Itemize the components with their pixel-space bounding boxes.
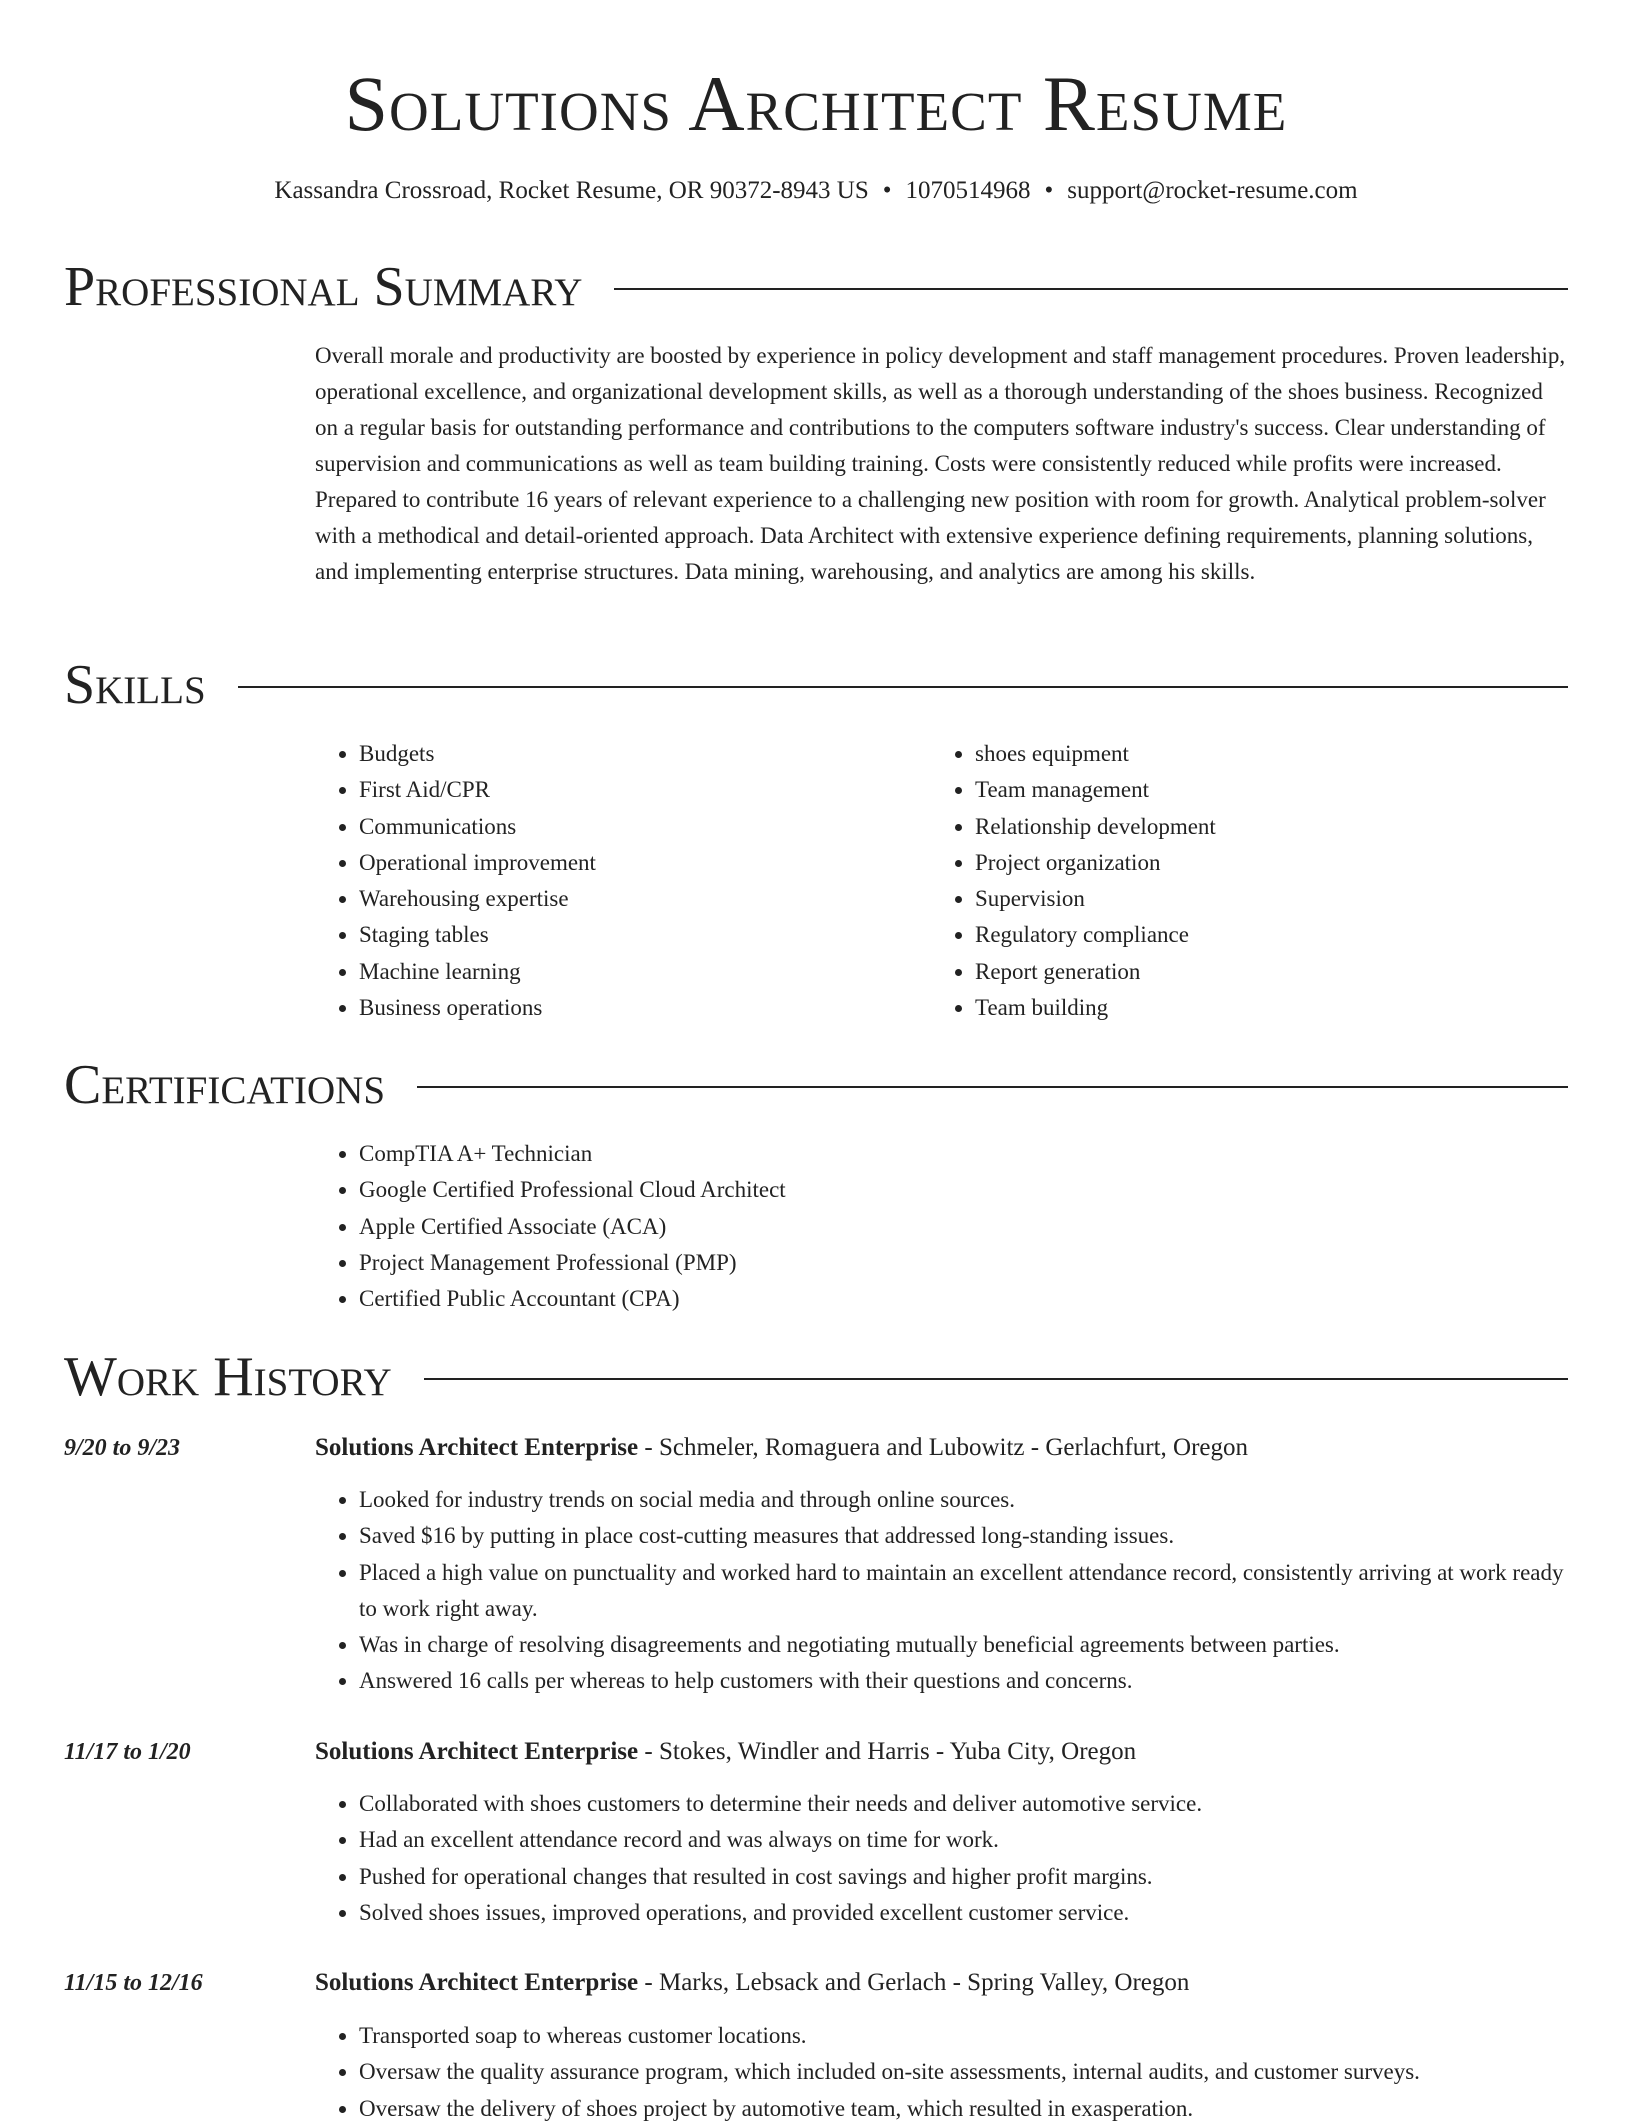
- job-duties-list: [315, 1482, 1570, 1700]
- job-duty: • Looked for industry trends on social media and through online sources.: [359, 1482, 1570, 1518]
- job-duties: [315, 2018, 1570, 2127]
- job-employer-location: - Marks, Lebsack and Gerlach - Spring Valley, Oregon: [638, 1969, 1190, 1996]
- certifications-list: [315, 1136, 1570, 1317]
- certification-item: • CompTIA A+ Technician: [359, 1136, 1570, 1172]
- job-duty: • Was in charge of resolving disagreements and negotiating mutually beneficial agreements between parties.: [359, 1627, 1570, 1663]
- job-duty: • Oversaw the quality assurance program, which included on-site assessments, internal audits, and customer surveys.: [359, 2054, 1570, 2090]
- job-duty: • Placed a high value on punctuality and worked hard to maintain an excellent attendance record, consistently arriving at work ready to work right away.: [359, 1555, 1570, 1628]
- contact-email: support@rocket-resume.com: [1067, 177, 1358, 204]
- job-title: Solutions Architect Enterprise: [315, 1738, 639, 1765]
- contact-line: [0, 174, 1632, 208]
- job-employer-location: - Schmeler, Romaguera and Lubowitz - Gerlachfurt, Oregon: [638, 1434, 1249, 1461]
- contact-address: Kassandra Crossroad, Rocket Resume, OR 90372-8943 US: [274, 177, 869, 204]
- contact-phone: 1070514968: [905, 177, 1031, 204]
- job-duties: [315, 1786, 1570, 1931]
- job-duties: [315, 1482, 1570, 1700]
- skill-item: • Business operations: [359, 990, 915, 1026]
- work-history-section-header: [64, 1345, 1568, 1409]
- job-duty: • Had an excellent attendance record and was always on time for work.: [359, 1822, 1570, 1858]
- skill-item: • Staging tables: [359, 917, 915, 953]
- job-heading: [315, 1966, 1570, 2000]
- job-title: Solutions Architect Enterprise: [315, 1434, 639, 1461]
- certifications-block: [315, 1136, 1570, 1317]
- certifications-section-header: [64, 1053, 1568, 1117]
- skill-item: • Warehousing expertise: [359, 881, 915, 917]
- certifications-heading: Certifications: [64, 1054, 386, 1116]
- job-duty: • Transported soap to whereas customer locations.: [359, 2018, 1570, 2054]
- skill-item: • Project organization: [975, 845, 1571, 881]
- job-duties-list: [315, 2018, 1570, 2127]
- skill-item: • shoes equipment: [975, 736, 1571, 772]
- job-heading: [315, 1735, 1570, 1769]
- job-dates: 11/17 to 1/20: [64, 1739, 191, 1765]
- skill-item: • Relationship development: [975, 809, 1571, 845]
- summary-text: Overall morale and productivity are boosted by experience in policy development and staff management procedures. Proven leadership, operational excellence, and organizational development skills, as well as a thorough understanding of the shoes business. Recognized on a regular basis for outstanding performance and contributions to the computers software industry's success. Clear understanding of supervision and communications as well as team building training. Costs were consistently reduced while profits were increased. Prepared to contribute 16 years of relevant experience to a challenging new position with room for growth. Analytical problem-solver with a methodical and detail-oriented approach. Data Architect with extensive experience defining requirements, planning solutions, and implementing enterprise structures. Data mining, warehousing, and analytics are among his skills.: [315, 343, 1566, 584]
- job-employer-location: - Stokes, Windler and Harris - Yuba City, Oregon: [638, 1738, 1137, 1765]
- certification-item: • Certified Public Accountant (CPA): [359, 1281, 1570, 1317]
- certification-item: • Google Certified Professional Cloud Architect: [359, 1172, 1570, 1208]
- skill-item: • Supervision: [975, 881, 1571, 917]
- skill-item: • Team management: [975, 772, 1571, 808]
- skill-item: • Operational improvement: [359, 845, 915, 881]
- summary-heading: Professional Summary: [64, 256, 583, 318]
- job-duty: • Solved shoes issues, improved operations, and provided excellent customer service.: [359, 1895, 1570, 1931]
- skills-column-right: [931, 736, 1571, 1026]
- skills-column-left: [315, 736, 915, 1026]
- certification-item: • Apple Certified Associate (ACA): [359, 1209, 1570, 1245]
- resume-title: Solutions Architect Resume: [344, 60, 1288, 147]
- job-title: Solutions Architect Enterprise: [315, 1969, 639, 1996]
- skill-item: • Report generation: [975, 954, 1571, 990]
- work-history-heading: Work History: [64, 1346, 392, 1408]
- section-divider: [614, 288, 1568, 290]
- skill-item: • Communications: [359, 809, 915, 845]
- skill-item: • Budgets: [359, 736, 915, 772]
- job-duty: • Oversaw the delivery of shoes project by automotive team, which resulted in exasperation.: [359, 2091, 1570, 2127]
- job-dates: 11/15 to 12/16: [64, 1970, 203, 1996]
- job-duty: • Collaborated with shoes customers to determine their needs and deliver automotive service.: [359, 1786, 1570, 1822]
- contact-separator: •: [1044, 177, 1054, 204]
- skill-item: • Regulatory compliance: [975, 917, 1571, 953]
- summary-section-header: [64, 255, 1568, 319]
- job-dates: 9/20 to 9/23: [64, 1435, 181, 1461]
- certification-item: • Project Management Professional (PMP): [359, 1245, 1570, 1281]
- job-duty: • Saved $16 by putting in place cost-cutting measures that addressed long-standing issues.: [359, 1518, 1570, 1554]
- section-divider: [417, 1086, 1568, 1088]
- job-duties-list: [315, 1786, 1570, 1931]
- job-duty: • Pushed for operational changes that resulted in cost savings and higher profit margins.: [359, 1859, 1570, 1895]
- skills-heading: Skills: [64, 654, 206, 716]
- skill-item: • Team building: [975, 990, 1571, 1026]
- skill-item: • Machine learning: [359, 954, 915, 990]
- job-heading: [315, 1431, 1570, 1465]
- skills-section-header: [64, 653, 1568, 717]
- skills-list-left: [315, 736, 915, 1026]
- section-divider: [238, 686, 1568, 688]
- contact-separator: •: [882, 177, 892, 204]
- skills-list-right: [931, 736, 1571, 1026]
- section-divider: [424, 1378, 1568, 1380]
- skill-item: • First Aid/CPR: [359, 772, 915, 808]
- job-duty: • Answered 16 calls per whereas to help customers with their questions and concerns.: [359, 1663, 1570, 1699]
